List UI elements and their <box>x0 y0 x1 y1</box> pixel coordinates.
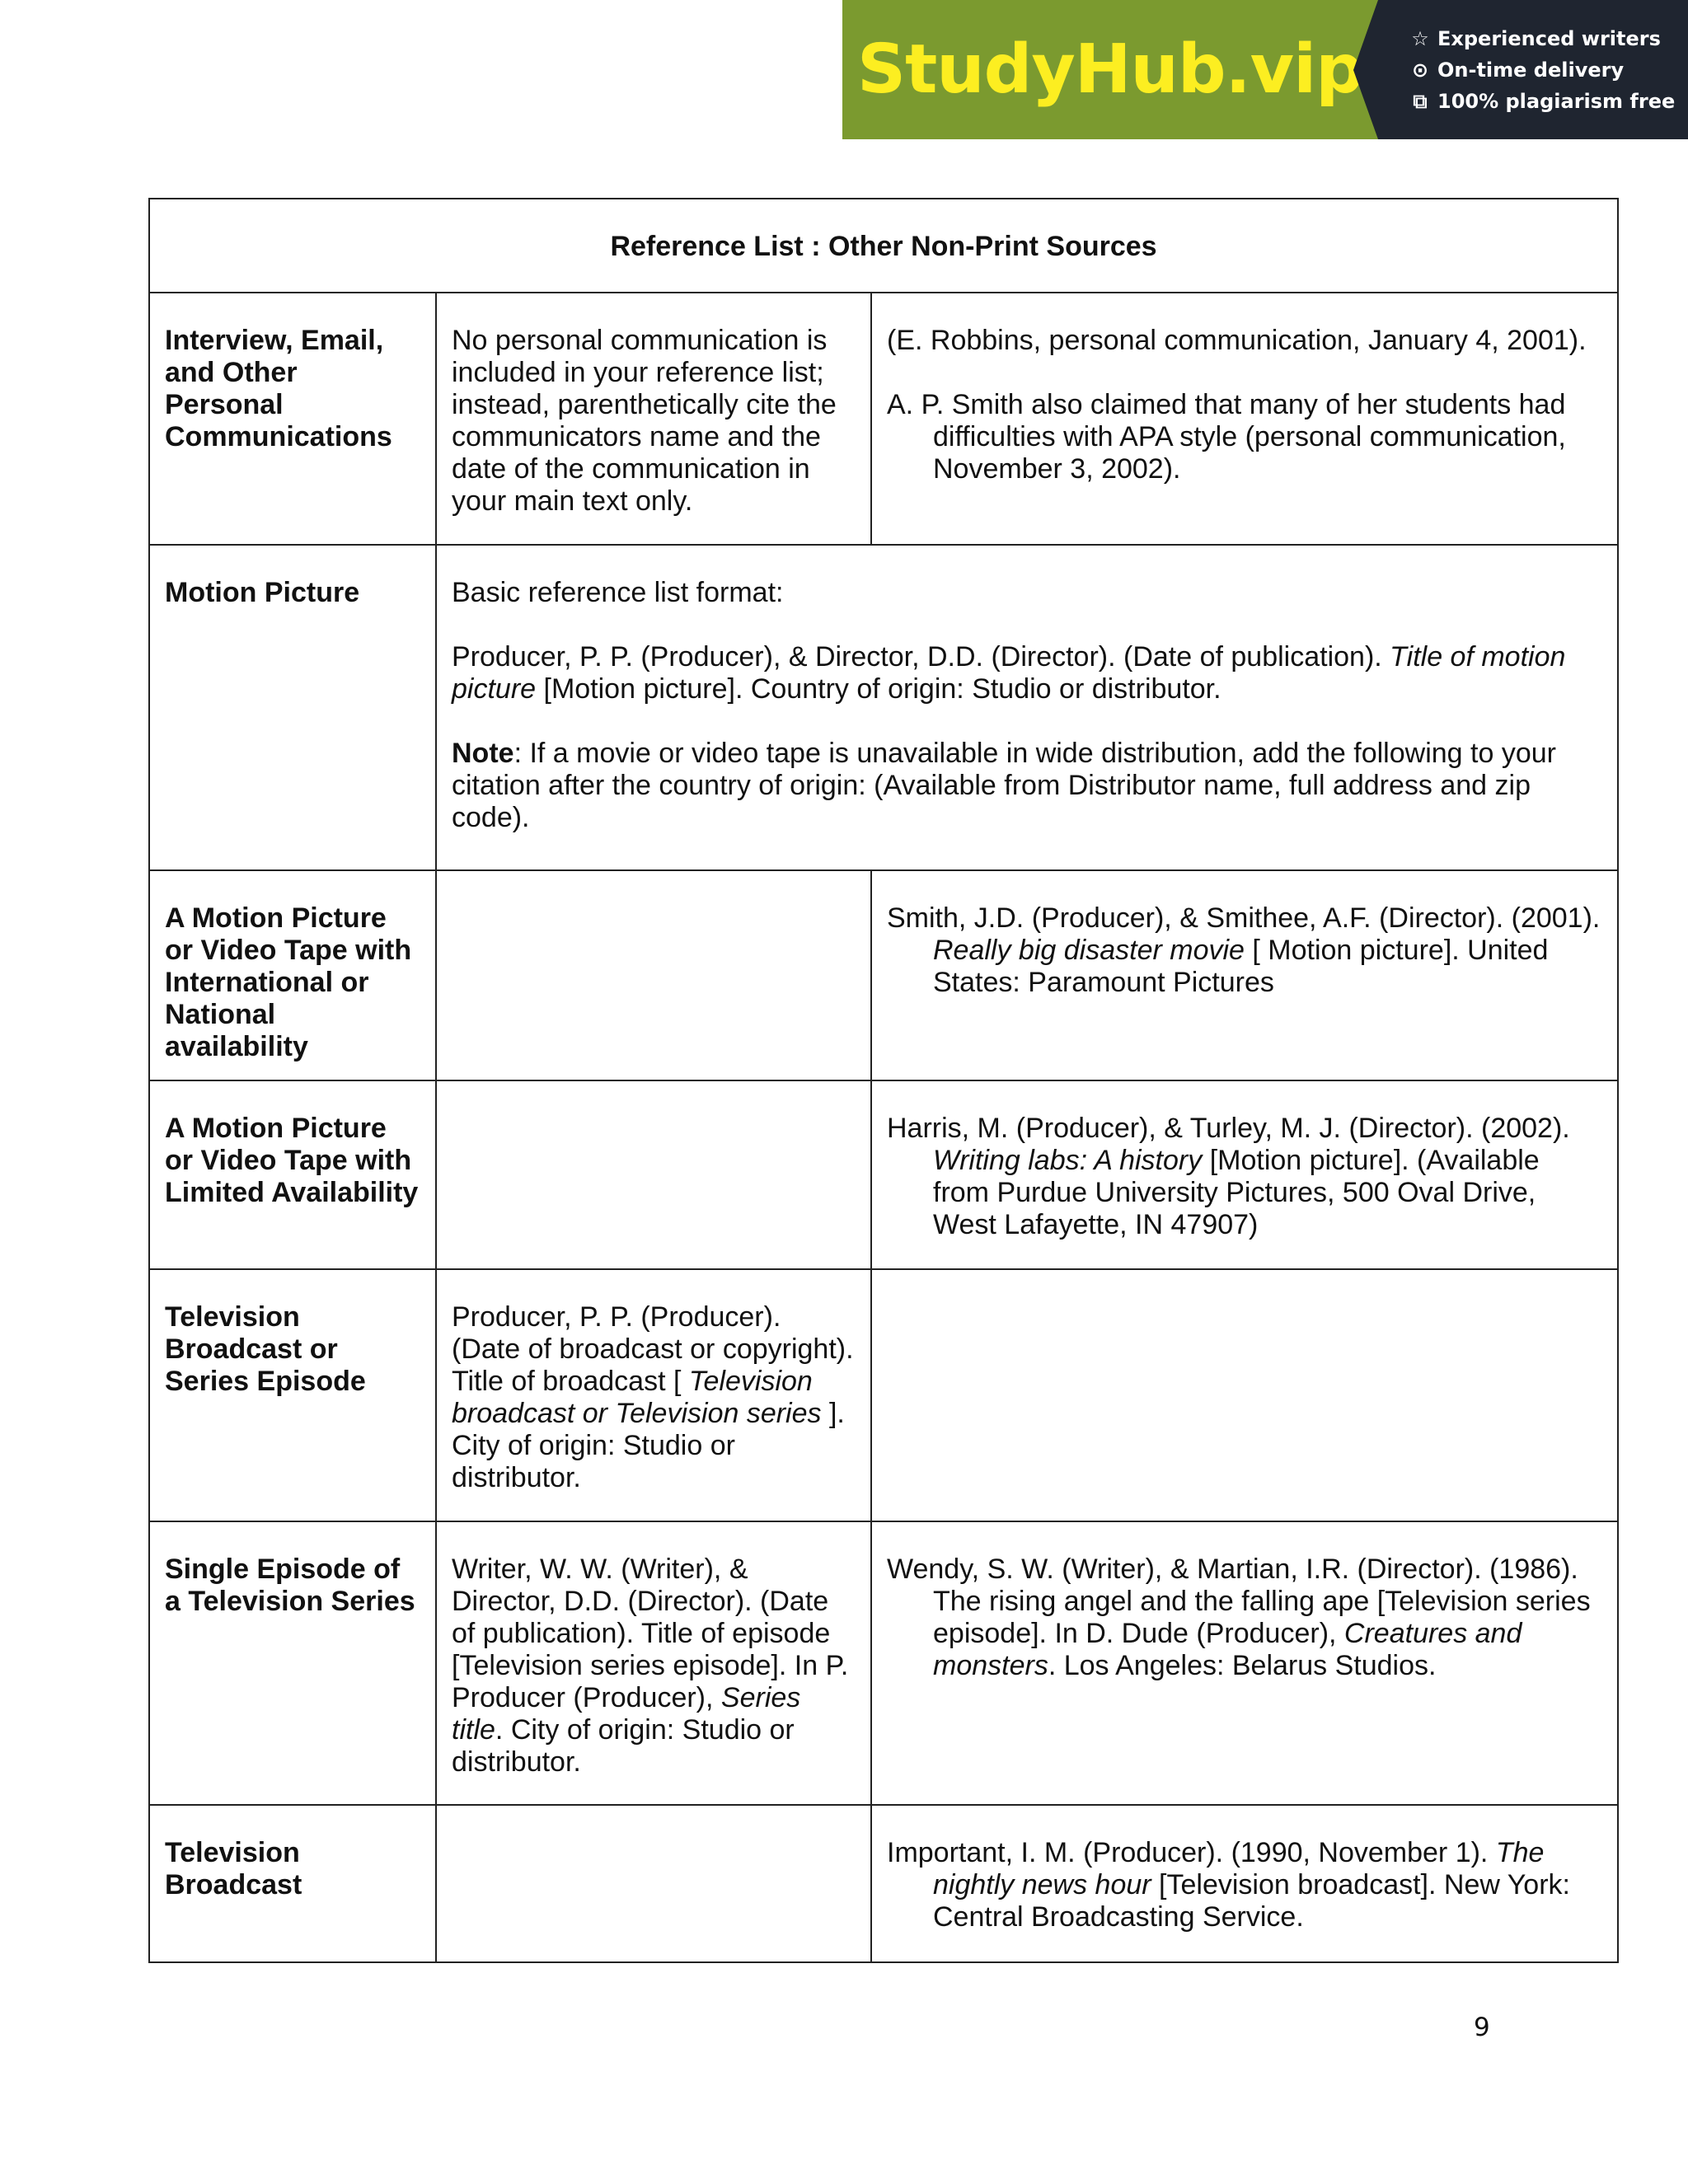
table-row <box>149 1269 1618 1521</box>
clock-icon: ⊙ <box>1411 58 1429 82</box>
row-label: Interview, Email, and Other Personal Communications <box>149 293 436 545</box>
row-label: Television Broadcast <box>149 1805 436 1962</box>
note-text: Note: If a movie or video tape is unavailable in wide distribution, add the following to your citation after the country of origin: (Available from Distributor name, full address and zip code). <box>452 738 1556 833</box>
copy-icon: ⧉ <box>1413 89 1428 113</box>
table-title: Reference List : Other Non-Print Sources <box>149 199 1618 293</box>
reference-table <box>148 198 1619 1963</box>
row-example <box>871 1805 1618 1962</box>
description-text: Producer, P. P. (Producer). (Date of broadcast or copyright). Title of broadcast [ Television broadcast or Television series ]. City of origin: Studio or distributor. <box>452 1301 854 1493</box>
feature-label: Experienced writers <box>1437 26 1661 50</box>
table-row <box>149 1521 1618 1805</box>
table-row <box>149 293 1618 545</box>
table-row <box>149 1080 1618 1269</box>
row-example <box>871 870 1618 1080</box>
feature-item <box>1409 90 1688 113</box>
intro-text: Basic reference list format: <box>452 577 784 608</box>
row-example <box>871 293 1618 545</box>
star-icon: ☆ <box>1411 26 1429 50</box>
row-label: Television Broadcast or Series Episode <box>149 1269 436 1521</box>
example-text: A. P. Smith also claimed that many of her students had difficulties with APA style (personal communication, November 3, 2002). <box>887 389 1566 485</box>
row-description-empty <box>436 870 871 1080</box>
table-row <box>149 1805 1618 1962</box>
row-description <box>436 1269 871 1521</box>
row-label: Single Episode of a Television Series <box>149 1521 436 1805</box>
feature-label: 100% plagiarism free <box>1437 89 1676 113</box>
logo-text: StudyHub.vip <box>857 30 1363 109</box>
table-title-row <box>149 199 1618 293</box>
feature-item <box>1409 27 1688 50</box>
row-description <box>436 1521 871 1805</box>
row-description <box>436 545 1618 870</box>
feature-item <box>1409 59 1688 82</box>
example-text: Important, I. M. (Producer). (1990, November 1). The nightly news hour [Television broadcast]. New York: Central Broadcasting Service. <box>887 1837 1570 1933</box>
format-text: Producer, P. P. (Producer), & Director, D.D. (Director). (Date of publication). Title of motion picture [Motion picture]. Country of origin: Studio or distributor. <box>452 641 1566 705</box>
table-row <box>149 870 1618 1080</box>
row-description-empty <box>436 1805 871 1962</box>
example-text: Harris, M. (Producer), & Turley, M. J. (Director). (2002). Writing labs: A history [Motion picture]. (Available from Purdue University Pictures, 500 Oval Drive, West Lafayette, IN 47907) <box>887 1113 1570 1240</box>
studyhub-logo[interactable] <box>842 0 1378 139</box>
studyhub-banner[interactable] <box>842 0 1688 139</box>
example-text: Wendy, S. W. (Writer), & Martian, I.R. (Director). (1986). The rising angel and the falling ape [Television series episode]. In D. Dude (Producer), Creatures and monsters. Los Angeles: Belarus Studios. <box>887 1554 1591 1681</box>
row-description: No personal communication is included in your reference list; instead, parenthetically cite the communicators name and the date of the communication in your main text only. <box>436 293 871 545</box>
row-label: Motion Picture <box>149 545 436 870</box>
row-example-empty <box>871 1269 1618 1521</box>
page-number: 9 <box>1474 2013 1490 2042</box>
row-example <box>871 1080 1618 1269</box>
row-label: A Motion Picture or Video Tape with Limited Availability <box>149 1080 436 1269</box>
row-label: A Motion Picture or Video Tape with International or National availability <box>149 870 436 1080</box>
feature-label: On-time delivery <box>1437 58 1625 82</box>
description-text: Writer, W. W. (Writer), & Director, D.D. (Director). (Date of publication). Title of episode [Television series episode]. In P. Producer (Producer), Series title. City of origin: Studio or distributor. <box>452 1554 849 1778</box>
row-description-empty <box>436 1080 871 1269</box>
feature-list <box>1378 0 1688 139</box>
table-row <box>149 545 1618 870</box>
row-example <box>871 1521 1618 1805</box>
example-text: (E. Robbins, personal communication, January 4, 2001). <box>887 325 1587 356</box>
example-text: Smith, J.D. (Producer), & Smithee, A.F. (Director). (2001). Really big disaster movie [ Motion picture]. United States: Paramount Pictures <box>887 902 1601 998</box>
